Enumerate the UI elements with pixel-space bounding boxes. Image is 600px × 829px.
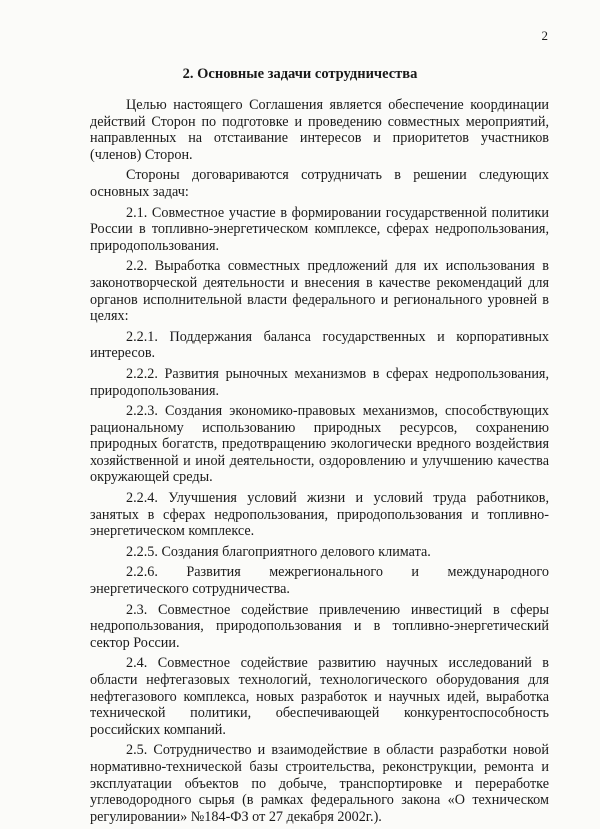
section-body (90, 97, 549, 829)
page-number: 2 (541, 28, 548, 43)
paragraph-2-4: 2.4. Совместное содействие развитию научных исследований в области нефтегазовых технологий, технологического оборудования для нефтегазового комплекса, новых разработок и научных идей, выработка технической политики, обеспечивающей конкурентоспособность российских компаний. (90, 655, 549, 738)
paragraph-2-2-6: 2.2.6. Развития межрегионального и международного энергетического сотрудничества. (90, 564, 549, 598)
paragraph-intro: Целью настоящего Соглашения является обеспечение координации действий Сторон по подготовке и проведению совместных мероприятий, направленных на отстаивание интересов и приоритетов участников (членов) Сторон. (90, 97, 549, 163)
paragraph-2-2-3: 2.2.3. Создания экономико-правовых механизмов, способствующих рациональному использованию природных ресурсов, сохранению природных богатств, предотвращению экологически вредного воздействия хозяйственной и иной деятельности, оздоровлению и улучшению качества окружающей среды. (90, 403, 549, 486)
paragraph-tasks-lead: Стороны договариваются сотрудничать в решении следующих основных задач: (90, 167, 549, 200)
paragraph-2-2-2: 2.2.2. Развития рыночных механизмов в сферах недропользования, природопользования. (90, 365, 549, 399)
paragraph-2-1: 2.1. Совместное участие в формировании государственной политики России в топливно-энергетическом комплексе, сферах недропользования, природопользования. (90, 204, 549, 254)
paragraph-2-3: 2.3. Совместное содействие привлечению инвестиций в сферы недропользования, природопользования и в топливно-энергетический сектор России. (90, 601, 549, 651)
paragraph-2-2-5: 2.2.5. Создания благоприятного делового климата. (126, 543, 431, 560)
paragraph-2-5: 2.5. Сотрудничество и взаимодействие в области разработки новой нормативно-технической базы строительства, реконструкции, ремонта и эксплуатации объектов по добыче, транспортировке и переработке углеводородного сырья (в рамках федерального закона «О техническом регулировании» №184-ФЗ от 27 декабря 2002г.). (90, 742, 549, 825)
paragraph-2-2-4: 2.2.4. Улучшения условий жизни и условий труда работников, занятых в сферах недропользования, природопользования и топливно-энергетическом комплексе. (90, 490, 549, 540)
paragraph-2-2: 2.2. Выработка совместных предложений для их использования в законотворческой деятельности и внесения в качестве рекомендаций для органов исполнительной власти федерального и регионального уровней в целях: (90, 258, 549, 325)
section-heading: 2. Основные задачи сотрудничества (182, 66, 418, 82)
paragraph-2-2-1: 2.2.1. Поддержания баланса государственных и корпоративных интересов. (90, 328, 549, 362)
